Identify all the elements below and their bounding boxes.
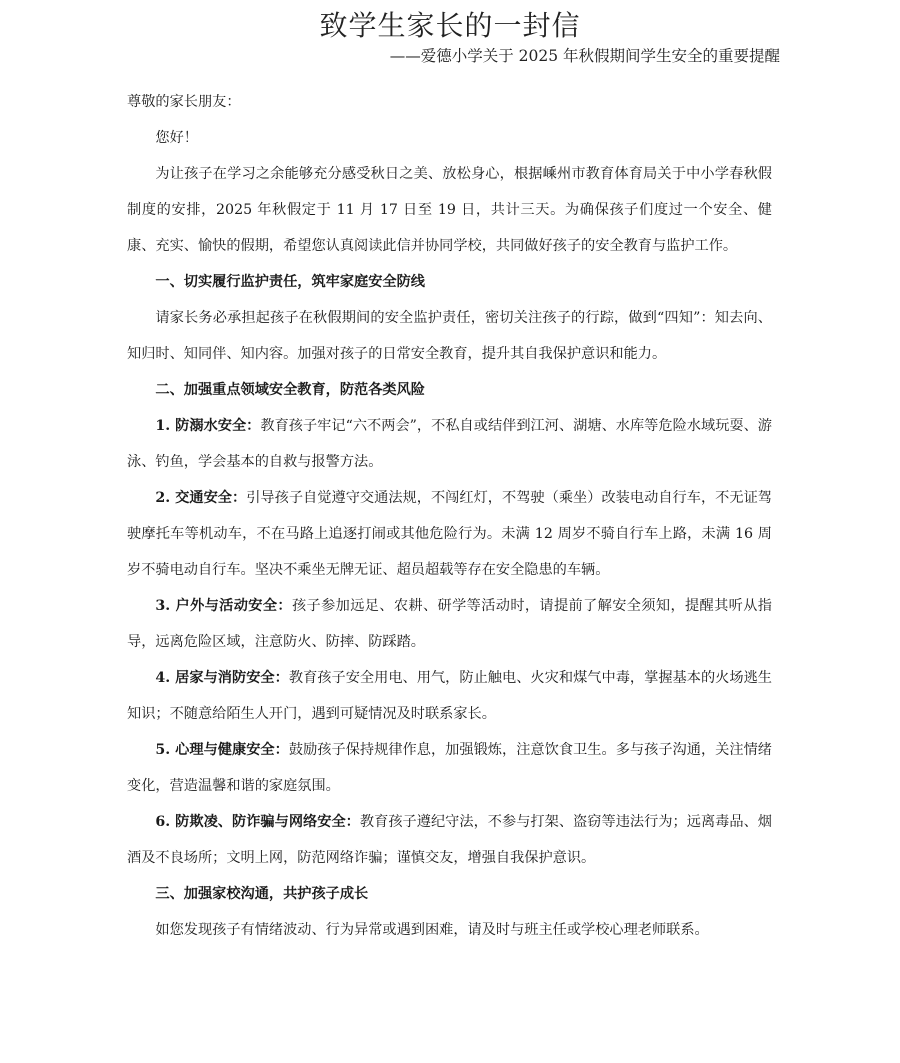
section-3-paragraph: 如您发现孩子有情绪波动、行为异常或遇到困难，请及时与班主任或学校心理老师联系。 <box>155 922 709 938</box>
item-text: 教育孩子安全用电、用气，防止触电、火灾和煤气中毒，掌握基本的火场逃生知识；不随意给陌生人开门，遇到可疑情况及时联系家长。 <box>127 670 772 722</box>
letter-title: 致学生家长的一封信 <box>319 9 581 42</box>
list-item-bullying-fraud <box>127 804 772 876</box>
intro-paragraph: 为让孩子在学习之余能够充分感受秋日之美、放松身心，根据嵊州市教育体育局关于中小学春秋假制度的安排，2025 年秋假定于 11 月 17 日至 19 日，共计三天。为确保孩子们度过一个安全、健康、充实、愉快的假期，希望您认真阅读此信并协同学校，共同做好孩子的安全教育与监护工作。 <box>127 166 772 254</box>
item-label: 2. 交通安全： <box>155 490 247 506</box>
item-label: 5. 心理与健康安全： <box>155 742 289 758</box>
list-item-home-fire <box>127 660 772 732</box>
list-item-drowning <box>127 408 772 480</box>
item-label: 6. 防欺凌、防诈骗与网络安全： <box>155 814 360 830</box>
section-2-heading: 二、加强重点领域安全教育，防范各类风险 <box>155 382 425 398</box>
item-label: 3. 户外与活动安全： <box>155 598 292 614</box>
item-text: 引导孩子自觉遵守交通法规，不闯红灯，不驾驶（乘坐）改装电动自行车，不无证驾驶摩托车等机动车，不在马路上追逐打闹或其他危险行为。未满 12 周岁不骑自行车上路，未满 16 周岁不骑电动自行车。坚决不乘坐无牌无证、超员超载等存在安全隐患的车辆。 <box>127 490 772 578</box>
section-1-paragraph: 请家长务必承担起孩子在秋假期间的安全监护责任，密切关注孩子的行踪，做到“四知”：知去向、知归时、知同伴、知内容。加强对孩子的日常安全教育，提升其自我保护意识和能力。 <box>127 310 772 362</box>
item-text: 教育孩子遵纪守法，不参与打架、盗窃等违法行为；远离毒品、烟酒及不良场所；文明上网，防范网络诈骗；谨慎交友，增强自我保护意识。 <box>127 814 772 866</box>
section-3-heading: 三、加强家校沟通，共护孩子成长 <box>155 886 369 902</box>
salutation: 尊敬的家长朋友： <box>127 94 241 110</box>
section-1-heading: 一、切实履行监护责任，筑牢家庭安全防线 <box>155 274 425 290</box>
list-item-mental-health <box>127 732 772 804</box>
item-label: 4. 居家与消防安全： <box>155 670 289 686</box>
list-item-traffic <box>127 480 772 588</box>
list-item-outdoor <box>127 588 772 660</box>
item-text: 孩子参加远足、农耕、研学等活动时，请提前了解安全须知，提醒其听从指导，远离危险区域，注意防火、防摔、防踩踏。 <box>127 598 772 650</box>
letter-body <box>127 84 772 948</box>
item-text: 鼓励孩子保持规律作息，加强锻炼，注意饮食卫生。多与孩子沟通，关注情绪变化，营造温馨和谐的家庭氛围。 <box>127 742 772 794</box>
greeting: 您好！ <box>155 130 198 146</box>
item-label: 1. 防溺水安全： <box>155 418 261 434</box>
letter-subtitle: ——爱德小学关于 2025 年秋假期间学生安全的重要提醒 <box>389 47 780 65</box>
item-text: 教育孩子牢记“六不两会”，不私自或结伴到江河、湖塘、水库等危险水域玩耍、游泳、钓鱼，学会基本的自救与报警方法。 <box>127 418 772 470</box>
